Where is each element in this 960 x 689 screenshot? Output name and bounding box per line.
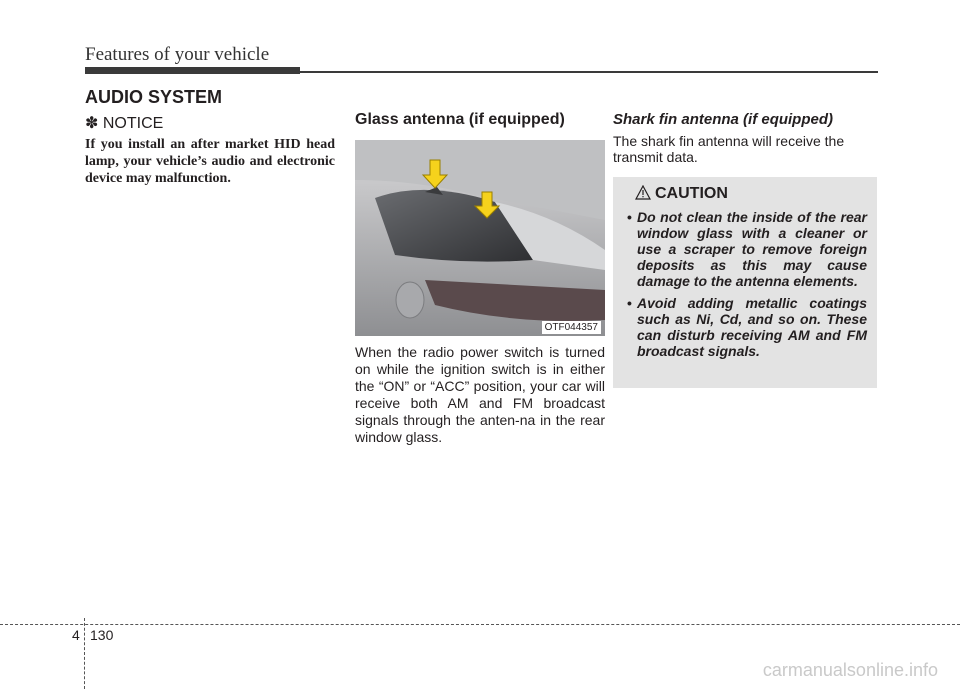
- glass-antenna-body: When the radio power switch is turned on while the ignition switch is in either the “ON” or “ACC” position, your car will receive both AM and FM broadcast signals through the anten-na in the rear window glass.: [355, 344, 605, 445]
- caution-list: [627, 209, 867, 365]
- image-caption: OTF044357: [542, 321, 601, 334]
- rear-window-photo: [355, 140, 605, 336]
- footer-divider: [84, 618, 85, 689]
- caution-heading: [635, 185, 728, 203]
- glass-antenna-heading: Glass antenna (if equipped): [355, 111, 565, 128]
- header-rule: [300, 71, 878, 73]
- page-header-title: Features of your vehicle: [85, 44, 270, 65]
- section-title: AUDIO SYSTEM: [85, 87, 223, 107]
- footer-rule: [0, 624, 960, 625]
- caution-item: • Avoid adding metallic coatings such as Ni, Cd, and so on. These can disturb receiving AM and FM broadcast signals.: [627, 295, 867, 359]
- shark-fin-heading: Shark fin antenna (if equipped): [613, 111, 834, 128]
- car-rear-illustration: [355, 140, 605, 336]
- shark-fin-body: The shark fin antenna will receive the transmit data.: [613, 133, 845, 165]
- warning-triangle-icon: [635, 185, 651, 200]
- notice-body: If you install an after market HID head lamp, your vehicle’s audio and electronic device may malfunction.: [85, 137, 335, 186]
- caution-box: [613, 177, 877, 388]
- caution-label: CAUTION: [655, 185, 728, 202]
- page-number: 130: [90, 627, 114, 643]
- watermark: carmanualsonline.info: [762, 660, 938, 680]
- caution-item: • Do not clean the inside of the rear window glass with a cleaner or use a scraper to remove foreign deposits as this may cause damage to the antenna elements.: [627, 209, 867, 289]
- chapter-number: 4: [72, 627, 80, 643]
- header-bar: [85, 67, 300, 74]
- notice-heading: ✽ NOTICE: [85, 115, 164, 132]
